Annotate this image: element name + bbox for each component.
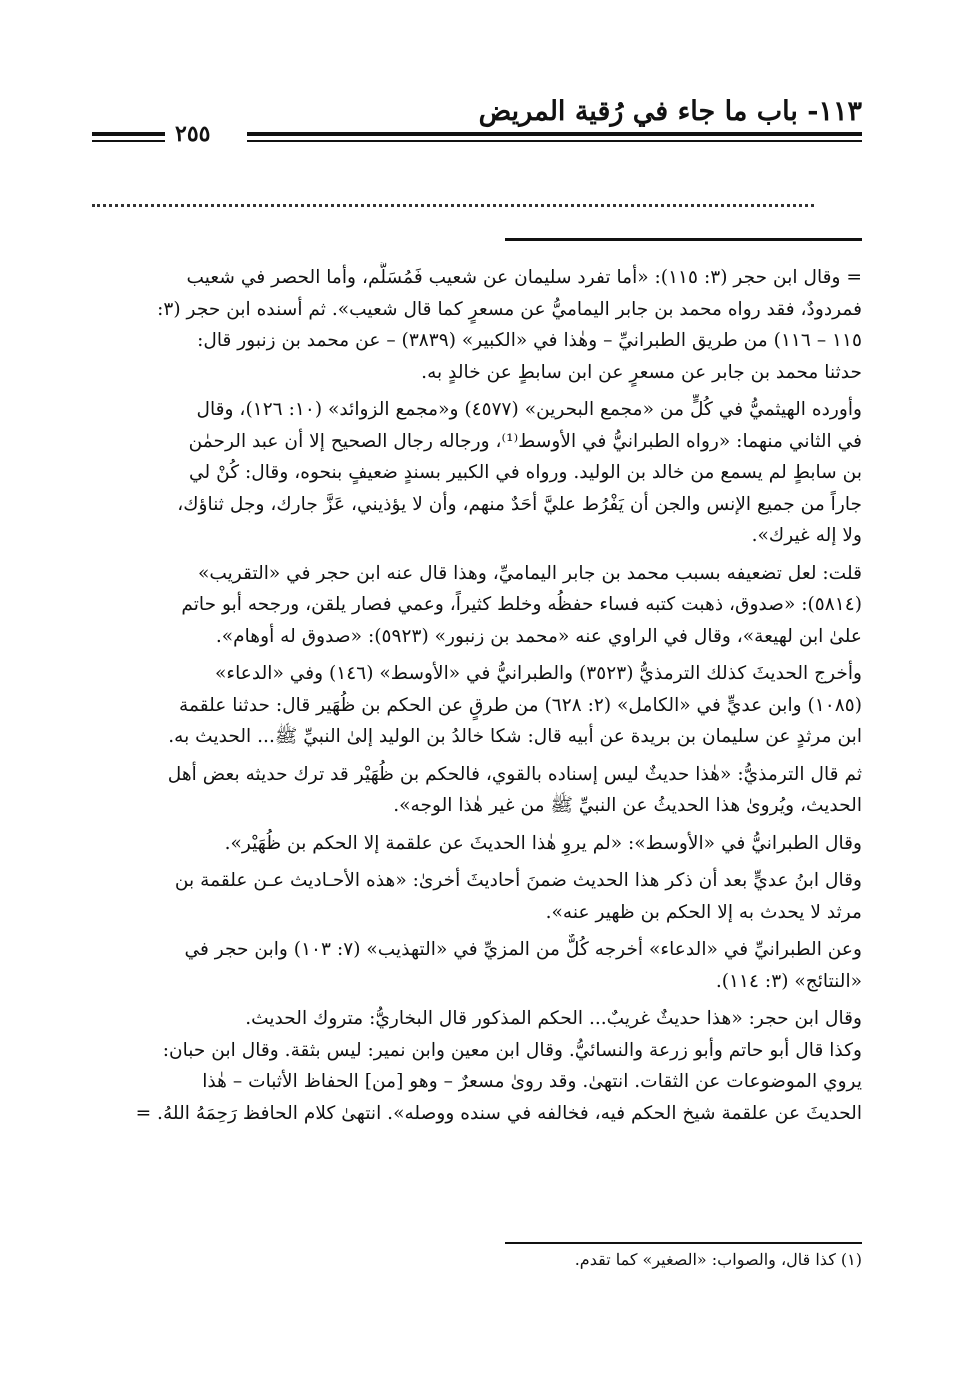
text-line: ولا إله غيرك». — [751, 525, 862, 546]
text-line: فمردودٌ، فقد رواه محمد بن جابر اليماميُّ عن مسعرٍ كما قال شعيب». ثم أسنده ابن حجر (٣: — [157, 298, 862, 320]
paragraph — [96, 558, 862, 653]
page-number: ٢٥٥ — [175, 121, 211, 147]
paragraph — [96, 934, 862, 997]
text-line: ١١٥ – ١١٦) من طريق الطبرانيِّ – وهٰذا في «الكبير» (٣٨٣٩) – عن محمد بن زنبور قال: — [197, 330, 862, 351]
text-line: في الثاني منهما: «رواه الطبرانيُّ في الأوسط⁽¹⁾، ورجاله رجال الصحيح إلا أن عبد الرحمٰن — [188, 430, 862, 452]
paragraph — [96, 865, 862, 928]
text-line: حدثنا محمد بن جابر عن مسعرٍ عن ابن سابطٍ عن خالدٍ به. — [421, 361, 862, 383]
text-line: الحديث، ويُروىٰ هذا الحديثُ عن النبيِّ ﷺ من غير هٰذا الوجه». — [393, 795, 862, 816]
chapter-title: ١١٣- باب ما جاء في رُقية المريض — [478, 96, 862, 127]
text-line: يروي الموضوعات عن الثقات. انتهىٰ. وقد روىٰ مسعرٌ – وهو [من] الحفاظ الأثبات – هٰذا — [202, 1071, 862, 1092]
text-line: وأخرج الحديثَ كذلك الترمذيُّ (٣٥٢٣) والطبرانيُّ في «الأوسط» (١٤٦) وفي «الدعاء» — [214, 663, 862, 684]
dotted-separator — [92, 204, 814, 207]
header-rule — [92, 140, 165, 142]
header-rule — [247, 132, 862, 136]
paragraph — [96, 262, 862, 388]
paragraph — [96, 759, 862, 822]
text-line: (٥٨١٤): «صدوق، ذهبت كتبه فساء حفظُه وخلط كثيراً، وعمي فصار يلقن، ورجحه أبو حاتم — [181, 594, 862, 615]
text-line: ثم قال الترمذيُّ: «هٰذا حديثٌ ليس إسناده بالقوي، فالحكم بن ظُهَيْر قد ترك حديثه بعض أهل — [167, 763, 862, 785]
text-line: = وقال ابن حجر (٣: ١١٥): «أما تفرد سليمان عن شعيب فَمُسَلَّم، وأما الحصر في شعيب — [186, 267, 862, 288]
footnote-rule — [505, 1242, 862, 1244]
text-line: قلت: لعل تضعيفه بسبب محمد بن جابر اليماميِّ، وهذا قال عنه ابن حجر في «التقريب» — [197, 562, 862, 584]
text-line: علىٰ ابن لهيعة»، وقال في الراوي عنه «محمد بن زنبور» (٥٩٢٣): «صدوق له أوهام». — [215, 625, 862, 647]
footnote-continuation-rule — [505, 238, 862, 241]
text-line: وكذا قال أبو حاتم وأبو زرعة والنسائيُّ. وقال ابن معين وابن نمير: ليس بثقة. وقال ابن حبان: — [162, 1039, 862, 1061]
text-line: بن سابطٍ لم يسمع من خالد بن الوليد. ورواه في الكبير بسندٍ ضعيفٍ بنحوه، وقال: كُنْ لي — [189, 462, 862, 483]
footnote: (١) كذا قال، والصواب: «الصغير» كما تقدم. — [574, 1250, 862, 1269]
text-line: وأورده الهيثميُّ في كُلٍّ من «مجمع البحرين» (٤٥٧٧) و«مجمع الزوائد» (١٠: ١٢٦)، وقال — [196, 399, 862, 420]
text-line: وعن الطبرانيِّ في «الدعاء» أخرجه كُلٌّ من المزيِّ في «التهذيب» (٧: ١٠٣) وابن حجر في — [184, 939, 862, 960]
text-line: وقال الطبرانيُّ في «الأوسط»: «لم يروِ هٰذا الحديثَ عن علقمة إلا الحكم بن ظُهَيْر». — [224, 832, 862, 854]
text-line: وقال ابنُ عديٍّ بعد أن ذكر هذا الحديث ضمنَ أحاديثَ أخرىٰ: «هذه الأحـاديث عـن علقمة بن — [174, 870, 862, 891]
paragraph — [96, 658, 862, 753]
text-line: جاراً من جميع الإنس والجن أن يَفْرُط عليَّ أحَدٌ منهم، وأن لا يؤذيني، عَزَّ جارك، وجل ثناؤك، — [177, 493, 862, 515]
text-line: الحديثَ عن علقمة شيخ الحكم فيه، فخالفه في سنده ووصله». انتهىٰ كلام الحافظ رَحِمَهُ اللهُ. = — [135, 1102, 862, 1124]
text-line: ابن مرثدٍ عن سليمان بن بريدة عن أبيه قال: شكا خالدُ بن الوليد إلىٰ النبيِّ ﷺ... الحديث به. — [168, 726, 862, 747]
paragraph — [96, 828, 862, 860]
main-text — [96, 262, 862, 1135]
text-line: مرثد لا يحدث به إلا الحكم بن ظهير عنه». — [545, 901, 862, 923]
header-rule — [247, 140, 862, 142]
text-line: وقال ابن حجر: «هذا حديثٌ غريبٌ... الحكم المذكور قال البخاريُّ: متروك الحديث. — [245, 1008, 862, 1029]
text-line: (١٠٨٥) وابن عديٍّ في «الكامل» (٢: ٦٢٨) من طرقٍ عن الحكم بن ظُهَير قال: حدثنا علقمة — [178, 694, 862, 716]
paragraph — [96, 394, 862, 552]
header-rule — [92, 132, 165, 136]
paragraph — [96, 1003, 862, 1129]
text-line: «النتائج» (٣: ١١٤). — [715, 970, 862, 992]
